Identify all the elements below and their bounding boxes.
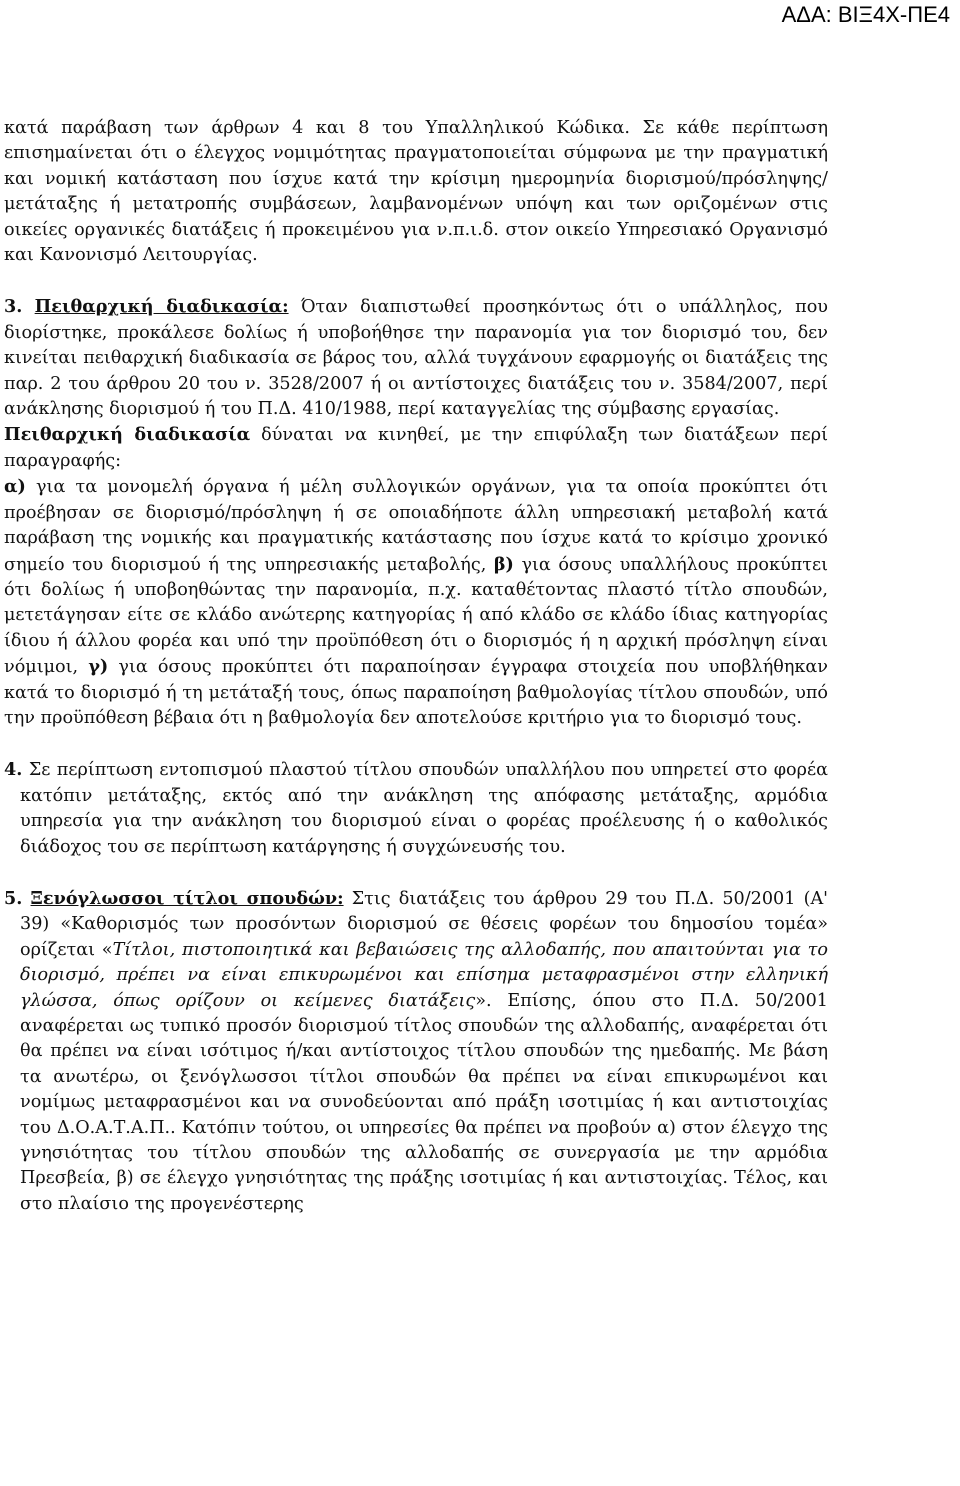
section-5-text-2: ». Επίσης, όπου στο Π.Δ. 50/2001 αναφέρεται ως τυπικό προσόν διορισμού τίτλος σπουδών της αλλοδαπής, αναφέρεται ότι θα πρέπει να είναι ισότιμος ή/και αντίστοιχος τίτλου σπουδών της ημεδαπής. Με βάση τα ανωτέρω, οι ξενόγλωσσοι τίτλοι σπουδών θα πρέπει να είναι επικυρωμένοι και νομίμως μεταφρασμένοι και να συνοδεύονται από πράξη ισοτιμίας ή και αντιστοιχίας του Δ.Ο.Α.Τ.Α.Π.. Κατόπιν τούτου, οι υπηρεσίες θα πρέπει να προβούν α) στον έλεγχο της γνησιότητας του τίτλου σπουδών της αλλοδαπής σε συνεργασία με την αρμόδια Πρεσβεία, β) σε έλεγχο γνησιότητας της πράξης ισοτιμίας ή και αντιστοιχίας. Τέλος, και στο πλαίσιο της προγενέστερης — [20, 990, 828, 1214]
section-3-paragraph — [4, 294, 828, 422]
item-c-label: γ) — [88, 656, 109, 678]
section-3-text: Όταν διαπιστωθεί προσηκόντως ότι ο υπάλληλος, που διορίστηκε, προκάλεσε δολίως ή υποβοήθησε την παρανομία για τον διορισμό του, δεν κινείται πειθαρχική διαδικασία σε βάρος του, αλλά τυγχάνουν εφαρμογής οι διατάξεις της παρ. 2 του άρθρου 20 του ν. 3528/2007 ή οι αντίστοιχες διατάξεις του ν. 3584/2007, περί ανάκλησης διορισμού ή του Π.Δ. 410/1988, περί καταγγελίας της σύμβασης εργασίας. — [4, 297, 828, 420]
section-5-italic-quote: Τίτλοι, πιστοποιητικά και βεβαιώσεις της αλλοδαπής, που απαιτούνται για το διορισμό, πρέπει να είναι επικυρωμένοι και επίσημα μεταφρασμένοι στην ελληνική γλώσσα, όπως ορίζουν οι κείμενες διατάξεις — [20, 939, 829, 1011]
disciplinary-procedure-text: δύναται να κινηθεί, με την επιφύλαξη των διατάξεων περί παραγραφής: — [4, 425, 829, 471]
item-a-label: α) — [4, 476, 26, 498]
item-c-text: για όσους προκύπτει ότι παραποίησαν έγγραφα στοιχεία που υποβλήθηκαν κατά το διορισμό ή τη μετάταξή τους, όπως παραποίηση βαθμολογίας τίτλου σπουδών, υπό την προϋπόθεση βέβαια ότι η βαθμολογία δεν αποτελούσε κριτήριο για το διορισμό τους. — [4, 657, 828, 728]
section-3-number: 3. — [4, 296, 23, 318]
section-3-subparagraph — [4, 422, 828, 474]
ada-code: ΑΔΑ: ΒΙΞ4Χ-ΠΕ4 — [781, 2, 950, 27]
section-5-heading: Ξενόγλωσσοι τίτλοι σπουδών: — [30, 887, 344, 909]
section-3-heading: Πειθαρχική διαδικασία: — [34, 296, 289, 318]
spacer — [4, 731, 828, 757]
section-5-number: 5. — [4, 887, 23, 909]
section-4-text: Σε περίπτωση εντοπισμού πλαστού τίτλου σπουδών υπαλλήλου που υπηρετεί στο φορέα κατόπιν μετάταξης, εκτός από την ανάκληση της απόφασης μετάταξης, αρμόδια υπηρεσία για την ανάκληση του διορισμού είναι ο φορέας προέλευσης ή ο καθολικός διάδοχος του σε περίπτωση κατάργησης ή συγχώνευσής του. — [20, 760, 828, 857]
spacer — [4, 268, 828, 294]
item-a-text: για τα μονομελή όργανα ή μέλη συλλογικών οργάνων, για τα οποία προκύπτει ότι προέβησαν σε διορισμό/πρόσληψη ή σε οποιαδήποτε άλλη υπηρεσιακή μεταβολή κατά παράβαση της νομικής και πραγματικής κατάστασης που ίσχυε κατά το κρίσιμο χρονικό σημείο του διορισμού ή της υπηρεσιακής μεταβολής, — [4, 477, 828, 575]
section-5-text-1: Στις διατάξεις του άρθρου 29 του Π.Δ. 50/2001 (Α' 39) «Καθορισμός των προσόντων διορισμού σε θέσεις φορέων του δημοσίου τομέα» ορίζεται « — [20, 888, 828, 960]
section-5-paragraph — [4, 886, 828, 1217]
section-4-number: 4. — [4, 759, 23, 781]
spacer — [4, 860, 828, 886]
document-body — [4, 116, 828, 1217]
disciplinary-procedure-term: Πειθαρχική διαδικασία — [4, 424, 251, 446]
intro-paragraph: κατά παράβαση των άρθρων 4 και 8 του Υπαλληλικού Κώδικα. Σε κάθε περίπτωση επισημαίνεται ότι ο έλεγχος νομιμότητας πραγματοποιείται σύμφωνα με την πραγματική και νομική κατάσταση που ίσχυε κατά την κρίσιμη ημερομηνία διορισμού/πρόσληψης/μετάταξης ή μετατροπής συμβάσεων, λαμβανομένων υπόψη και των οριζομένων στις οικείες οργανικές διατάξεις ή προκειμένου για ν.π.ι.δ. στον οικείο Υπηρεσιακό Οργανισμό και Κανονισμό Λειτουργίας. — [4, 118, 828, 266]
section-4-paragraph — [4, 757, 828, 860]
item-b-label: β) — [493, 553, 514, 575]
item-b-text: για όσους υπαλλήλους προκύπτει ότι δολίως ή υποβοηθώντας την παρανομία, π.χ. καταθέτοντας πλαστό τίτλο σπουδών, μετετάγησαν είτε σε κλάδο ανώτερης κατηγορίας ή από κλάδο σε κλάδο ίδιας κατηγορίας ίδιου ή άλλου φορέα και υπό την προϋπόθεση ότι ο διορισμός ή η αρχική πρόσληψη είναι νόμιμοι, — [4, 554, 828, 678]
section-3-items — [4, 474, 828, 731]
